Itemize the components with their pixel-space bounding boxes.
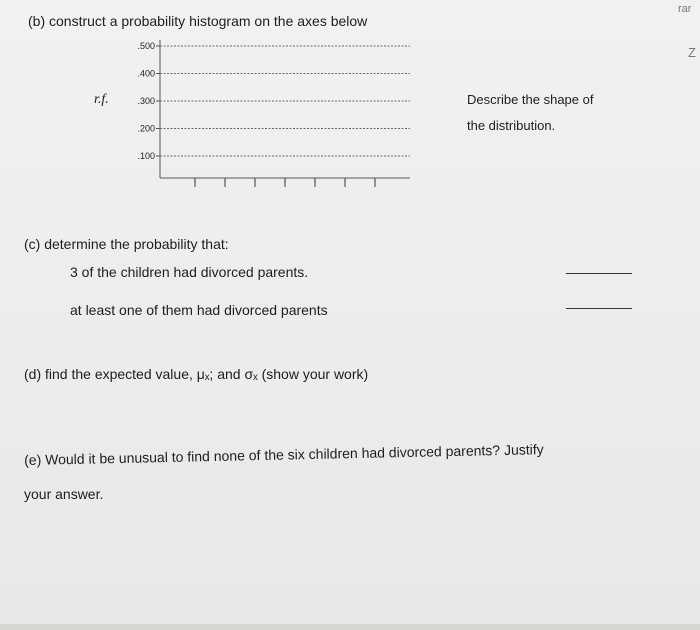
margin-fragment-top-right: rar: [678, 3, 692, 15]
probability-histogram-axes: [120, 38, 420, 198]
margin-fragment-right: Z: [688, 45, 696, 60]
part-c-prompt: (c) determine the probability that:: [24, 236, 229, 252]
describe-shape-line2: the distribution.: [467, 118, 556, 133]
y-tick-label: .300: [137, 96, 155, 106]
y-tick-label: .500: [137, 41, 155, 51]
part-b-prompt: (b) construct a probability histogram on the axes below: [28, 13, 368, 29]
y-tick-label: .400: [137, 68, 155, 79]
part-d-prompt: (d) find the expected value, μₓ; and σₓ (show your work): [24, 366, 369, 382]
page-bottom-edge: [0, 624, 700, 630]
y-tick-label: .200: [137, 123, 155, 134]
part-e-line1: (e) Would it be unusual to find none of the six children had divorced parents? Justify: [24, 441, 544, 468]
y-axis-label: r.f.: [94, 92, 109, 107]
part-c-item2: at least one of them had divorced parents: [70, 302, 328, 318]
part-c-item1: 3 of the children had divorced parents.: [70, 264, 309, 280]
answer-blank-c2: [566, 308, 632, 309]
describe-shape-line1: Describe the shape of: [467, 92, 594, 107]
part-e-line2: your answer.: [24, 486, 104, 502]
answer-blank-c1: [566, 273, 632, 274]
y-tick-label: .100: [137, 151, 155, 161]
